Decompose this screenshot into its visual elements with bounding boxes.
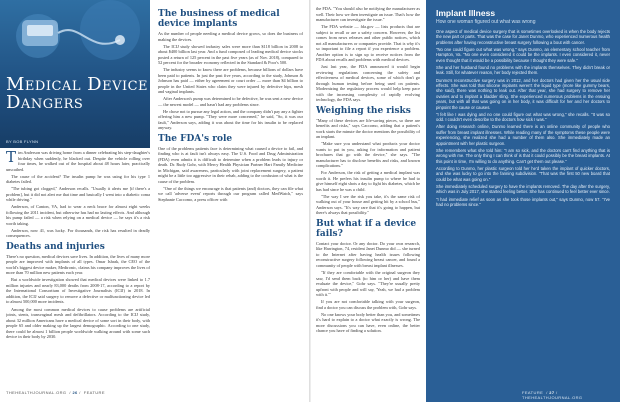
body-paragraph: The cause of the accident? The insulin pump he was using for his type 1 diabetes failed. [6, 173, 150, 185]
subhead-business: The business of medical device implants [158, 9, 280, 29]
body-paragraph: As the number of people needing a medical device grows, so does the business of making the devices. [158, 31, 303, 42]
sidebar-paragraph: "I felt like I was dying and no one could figure out what was wrong," she recalls. "It was so odd. I couldn't even describe to the doctors how sick I was." [436, 111, 610, 123]
sidebar-paragraph: According to Dunmo, her plastic surgeon told her he'd taken the implant of quicker doctors, and she was lucky to go into the fanning subdivision. "That was the first 50 new board that could be what was going on." [436, 165, 610, 182]
body-paragraph: For Anderson, the risk of getting a medical implant was worth it. He prefers his insulin pump to where he had to give himself eight shots a day to fight his diabetes, which he has had since he was a child. [316, 170, 420, 192]
folio-site: THEHEALTHJOURNAL.ORG [522, 395, 583, 400]
body-paragraph: There's no question, medical devices save lives. In addition, the lives of many more people are improved with implants of all types. Omar Ishrak, the CEO of the world's biggest device maker, Medtronic, claims his company improves the lives of more than 70 million new patients each year. [6, 253, 150, 276]
folio-left: THEHEALTHJOURNAL.ORG / 26 / FEATURE [6, 390, 105, 395]
sidebar-paragraph: She and her husband found no problems with the implants themselves. They didn't break or leak. Still, for whatever reason, her body rejected them. [436, 65, 610, 76]
column-2 [158, 6, 303, 378]
subhead-weighing: Weighing the risks [316, 105, 411, 116]
body-paragraph: Among the most common medical devices to cause problems are artificial joints, stents, transvaginal mesh and defibrillators. According to the ICIJ study, about 32 million Americans have a medical device of some sort in their body, with people 65 and older making up the largest demographic. According to one study, there could be almost 1 billion people worldwide walking around with some such device in their body by 2030. [6, 306, 150, 340]
hero-image [0, 0, 150, 148]
sidebar-paragraph: One aspect of medical device surgery that is sometimes overlooked is when the body rejects the new part or parts. That was the case for Janet Dunmo, who experienced numerous health problems after having reconstructive breast surgery following a bout with cancer. [436, 29, 610, 45]
sidebar-paragraph: After doing research online, Dunmo learned there is an online community of people who suffer from breast implant illnesses. While reading many of the symptoms these people were experiencing, she realized she had a number of them also. She immediately made an appointment with her plastic surgeon. [436, 124, 610, 146]
body-paragraph: "Many of these devices are life-saving pieces, so there are benefits and risks," says Caccomo, adding that a patient's work starts the minute the doctor mentions the possibility of an implant. [316, 117, 420, 140]
body-paragraph: But a worldwide investigation showed that medical devices were linked to 1.7 million injuries and nearly 83,000 deaths from 2008-17, according to a report by the International Consortium of Investigative Journalists (ICIJ) in 2018. In addition, the ICIJ said surgery to remove a defective or malfunctioning device led to almost 500,000 more incidents. [6, 277, 150, 305]
sidebar-title: Implant Illness [436, 8, 496, 18]
intro-paragraph: Tim Anderson was driving home from a dinner celebrating his step-daughter's birthday when suddenly, he blacked out. Despite the vehicle rolling over four times, he walked out of the hospital about 48 hours later, practically unscathed. [6, 150, 150, 172]
folio-section: FEATURE [522, 390, 544, 395]
sidebar-implant-illness [426, 0, 620, 402]
subhead-device-fails: But what if a device fails? [316, 218, 417, 239]
column-1 [6, 150, 150, 378]
body-paragraph: Contact your doctor. Or any doctor. Do your own research, like Harrington, 74, resident Janet Dunmo did — she turned to the Internet after having health issues following reconstructive surgery following breast cancer, and found a community of people with breast implant illnesses. [316, 240, 420, 268]
folio-page-number: 26 [72, 390, 78, 395]
body-paragraph: After Anderson's pump was determined to be defective, he was sent a new device — the newest model — and hasn't had any problems since. [158, 96, 303, 107]
body-paragraph: "Make sure you understand what products your doctor wants to put in you, asking for information and patient brochures that go with the device," she says. "The manufacturer has to disclose benefits and risks, and known complications." [316, 141, 420, 169]
right-page [310, 0, 620, 402]
column-3 [316, 6, 420, 378]
subhead-fda: The FDA's role [158, 133, 233, 144]
sidebar-body [436, 29, 610, 379]
article-headline: Medical Device Dangers [6, 74, 149, 113]
body-paragraph: The FDA website — fda.gov — lists products that are subject to recall or are a safety concern. However, the list comes from news releases and other public notices, which not all manufacturers or companies provide. That is why it's so important to file a report if you experience a problem. Another option is to sign up to receive notices from the FDA about recalls and problems with medical devices. [316, 24, 420, 63]
body-paragraph: The industry seems to know there are problems, because billions of dollars have been paid to patients. In just the past five years, according to the study, Johnson & Johnson has paid — either by agreement or court order — more than $4 billion to people in the United States who claim they were injured by defective hips, mesh and vaginal implants. [158, 67, 303, 95]
folio-site: THEHEALTHJOURNAL.ORG [6, 390, 67, 395]
body-paragraph: If you are not comfortable talking with your surgeon, find a doctor you can discuss the problem with, Gohr says. [316, 299, 420, 310]
body-paragraph: The ICIJ study showed industry sales were more than $118 billion in 2008 to about $400 billion last year. And a fund composed of leading medical device stocks posted a return of 125 percent in the past five years (as of Nov. 2018), compared to 52 percent for the broader economy reflected in the Standard & Poor's 500. [158, 43, 303, 66]
folio-right: FEATURE / 27 / THEHEALTHJOURNAL.ORG [522, 390, 583, 400]
body-paragraph: "If they are comfortable with the original surgeon they saw, I'd send them back (to him or her) and have them evaluate the device," Gohr says. "They're usually pretty upfront with people and will say, 'Yeah, we had a problem with it.'" [316, 270, 420, 298]
body-paragraph: "The way I see the risk you take, it's the same risk of walking out of your house and getting hit by a school bus," Anderson says. "It's way rare that it's going to happen, but there's always that possibility." [316, 193, 420, 216]
body-paragraph: Anderson, of Canton, VA, had to wear a neck brace for almost eight weeks following the 2011 incident, but otherwise has had no lasting effects. And although his pump failed — a risk when relying on a medical device — he says it's a risk worth taking. [6, 204, 150, 226]
sidebar-deck: How one woman figured out what was wrong [436, 19, 536, 25]
body-paragraph: One of the problems patients face is determining what caused a device to fail, and finding who is at fault isn't always easy. The U.S. Food and Drug Administration (FDA) even admits it is difficult to determine when a problem leads to injury or death. Dr. Rudy Gohr, with Mercy Health Physician Partner Hart Family Medicine in Michigan, said awareness, particularly with joint replacement surgery, a patient might be a little too aggressive in their rehab, adding to the confusion of what is the cause of the problem. [158, 145, 303, 184]
sidebar-paragraph: She immediately scheduled surgery to have the implants removed. The day after the surgery, which was in July 2017, she started feeling better. She has continued to feel better ever since. [436, 183, 610, 195]
folio-section: FEATURE [83, 390, 105, 395]
subhead-deaths: Deaths and injuries [6, 241, 105, 252]
sidebar-paragraph: "No one could figure out what was wrong," says Dunmo, an elementary school teacher from Hampton, Va. "No one even considered it could be the implants. I even considered it, never even thought that it would be a possibility because I thought they were safe." [436, 47, 610, 63]
body-paragraph: the FDA. "You should also be notifying the manufacturer as well. Their how we then investigate an issue. That's how the manufacturer can investigate the issue." [316, 6, 420, 22]
sidebar-paragraph: Dunmo's reconstructive surgery was in 2012, and her doctors had given her the usual side effects. She was told that silicone implants weren't the liquid type (more like gummy bears, she said), there was nothing to leak out. After that year, she had surgery to remove her ovaries and to implant a bladder sling. She experienced numerous problems in the ensuing years, but with all that was going on in her body, it was difficult for her and her doctors to pinpoint the cause or causes. [436, 77, 610, 110]
folio-page-number: 27 [549, 390, 555, 395]
body-paragraph: "One of the things we encourage is that patients (and) doctors, they can file what we call 'adverse event' reports through our program called MedWatch," says Stephanie Caccomo, a press officer with [158, 185, 303, 202]
body-paragraph: He chose not to pursue any legal action, and the company didn't pay any a fighter offering him a new pump. "They were more concerned," he said, "So, it was our fault," Anderson says, adding it was about the time for his insulin to be replaced anyway. [158, 108, 303, 131]
drop-cap: T [6, 150, 17, 166]
sidebar-paragraph: "I had immediate relief as soon as she took those implants out," says Dunmo, now 57. "I've had no problems since." [436, 196, 610, 207]
sidebar-paragraph: She remembers what she told him: "I am so sick, and the doctors can't find anything that is wrong with me. The only thing I can think of is that it could possibly be the breast implants. At this point in time, I'm willing to do anything. Can't get them out please." [436, 147, 610, 164]
body-paragraph: No one knows your body better than you, and sometimes it's hard to explain to a doctor what exactly is wrong. The more discussions you can have, even online, the better chance you have of finding a solution. [316, 311, 420, 334]
body-paragraph: Just last year, the FDA announced it would begin reviewing regulations concerning the safety and effectiveness of medical devices, some of which don't go through human testing before being used on patients. Modernizing the regulatory process would help keep pace with the increasing complexity of rapidly evolving technology, the FDA says. [316, 64, 420, 103]
body-paragraph: Anderson, now 41, was lucky. For thousands, the risk has resulted in deadly consequences. [6, 227, 150, 239]
byline: BY BOB FLYNN [6, 139, 39, 144]
body-paragraph: "The tubing got clogged," Anderson recalls. "Usually it alerts me [if there's a problem], but it did not alert me that time and basically I went into a diabetic coma while driving." [6, 186, 150, 203]
